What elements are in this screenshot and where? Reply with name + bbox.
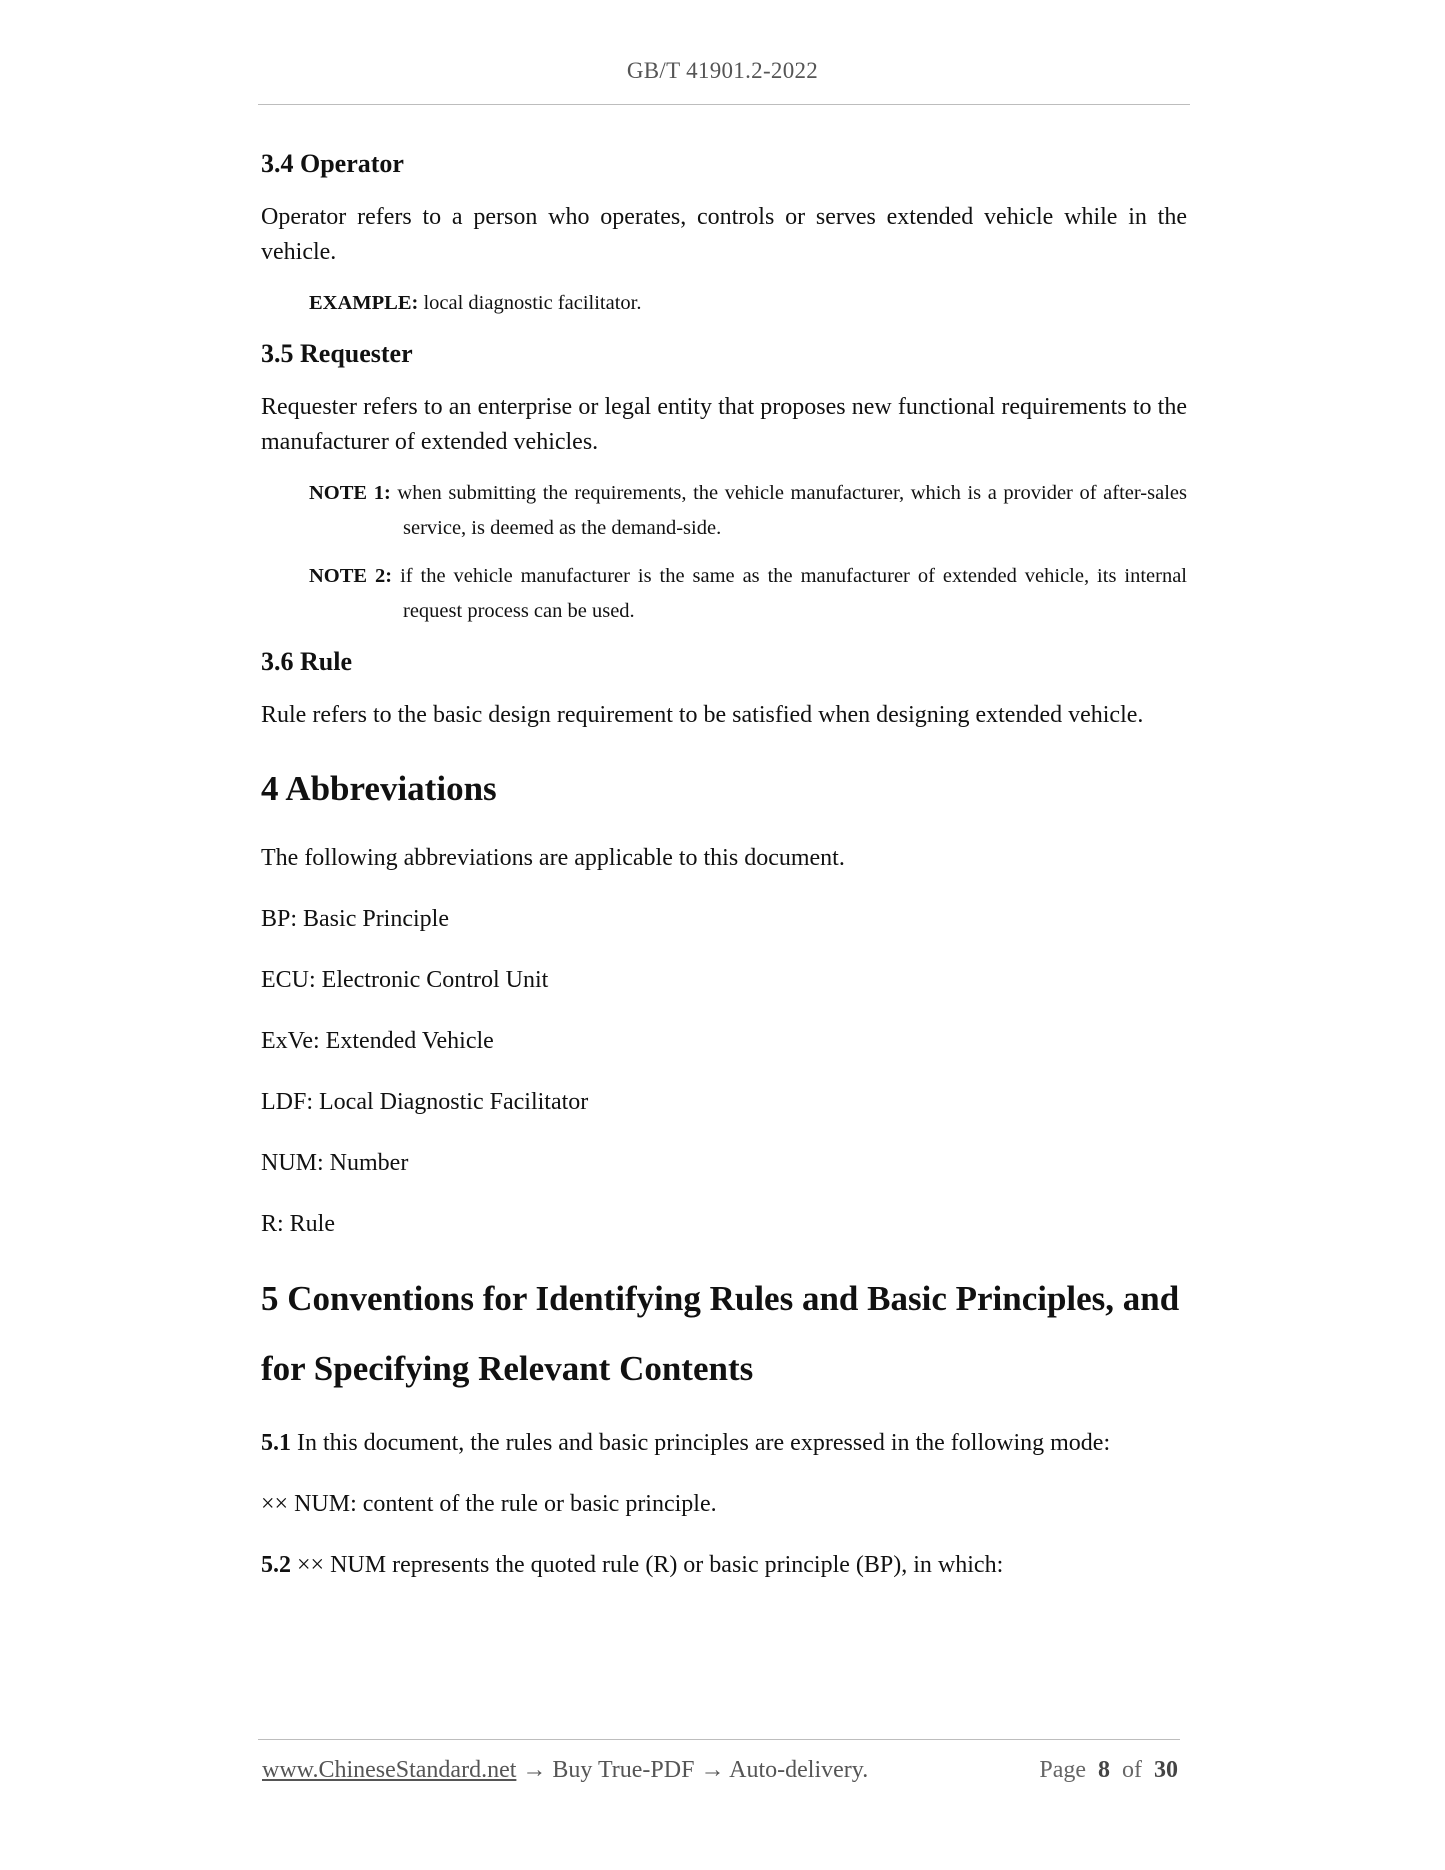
- clause-5-1: [261, 1426, 1187, 1461]
- section-3-6-body: Rule refers to the basic design requirement to be satisfied when designing extended vehicle.: [261, 702, 1144, 728]
- example-text: local diagnostic facilitator.: [418, 292, 642, 314]
- section-3-5-heading: 3.5 Requester: [261, 339, 413, 368]
- site-link[interactable]: www.ChineseStandard.net: [262, 1757, 517, 1783]
- abbreviation-item: ExVe: Extended Vehicle: [261, 1028, 494, 1054]
- note-1-text: when submitting the requirements, the vehicle manufacturer, which is a provider of after-sales service, is deemed as the demand-side.: [390, 482, 1187, 539]
- arrow-1: →: [516, 1757, 553, 1783]
- section-4-heading: 4 Abbreviations: [261, 769, 497, 808]
- abbreviation-item: BP: Basic Principle: [261, 906, 449, 932]
- section-3-6-heading: 3.6 Rule: [261, 647, 352, 676]
- page-label: Page: [1039, 1757, 1086, 1783]
- clause-5-1-text: In this document, the rules and basic principles are expressed in the following mode:: [291, 1430, 1111, 1456]
- delivery-text: Auto-delivery.: [729, 1757, 869, 1783]
- abbreviation-item: ECU: Electronic Control Unit: [261, 967, 549, 993]
- note-1-label: NOTE 1:: [309, 482, 391, 504]
- page-content: [261, 148, 1187, 1583]
- clause-5-2: [261, 1548, 1187, 1583]
- example-label: EXAMPLE:: [309, 292, 419, 314]
- section-3-4-example: [261, 286, 1187, 321]
- section-4-intro: The following abbreviations are applicable to this document.: [261, 845, 845, 871]
- total-pages: 30: [1154, 1757, 1178, 1783]
- section-3-4-body: Operator refers to a person who operates, controls or serves extended vehicle while in the vehicle.: [261, 204, 1187, 265]
- footer-promo: [262, 1757, 868, 1784]
- clause-5-1-number: 5.1: [261, 1430, 291, 1456]
- mode-line: ×× NUM: content of the rule or basic principle.: [261, 1491, 717, 1517]
- section-5-heading: 5 Conventions for Identifying Rules and Basic Principles, and for Specifying Relevant Contents: [261, 1279, 1180, 1388]
- arrow-2: →: [694, 1757, 730, 1783]
- abbreviation-item: LDF: Local Diagnostic Facilitator: [261, 1089, 589, 1115]
- current-page: 8: [1098, 1757, 1110, 1783]
- note-2-text: if the vehicle manufacturer is the same as the manufacturer of extended vehicle, its internal request process can be used.: [392, 565, 1187, 622]
- clause-5-2-text: ×× NUM represents the quoted rule (R) or basic principle (BP), in which:: [291, 1552, 1004, 1578]
- section-3-5-note-1: [261, 476, 1187, 546]
- abbreviation-item: NUM: Number: [261, 1150, 409, 1176]
- header-divider: [258, 104, 1190, 105]
- abbreviation-item: R: Rule: [261, 1211, 336, 1237]
- page-header: GB/T 41901.2-2022: [626, 58, 819, 83]
- of-label: of: [1122, 1757, 1142, 1783]
- footer-divider: [258, 1739, 1180, 1740]
- section-3-5-note-2: [261, 559, 1187, 629]
- buy-text: Buy True-PDF: [552, 1757, 695, 1783]
- section-3-5-body: Requester refers to an enterprise or legal entity that proposes new functional requirements to the manufacturer of extended vehicles.: [261, 394, 1187, 455]
- note-2-label: NOTE 2:: [309, 565, 393, 587]
- clause-5-2-number: 5.2: [261, 1552, 291, 1578]
- section-3-4-heading: 3.4 Operator: [261, 149, 404, 178]
- page-number: [1039, 1757, 1178, 1784]
